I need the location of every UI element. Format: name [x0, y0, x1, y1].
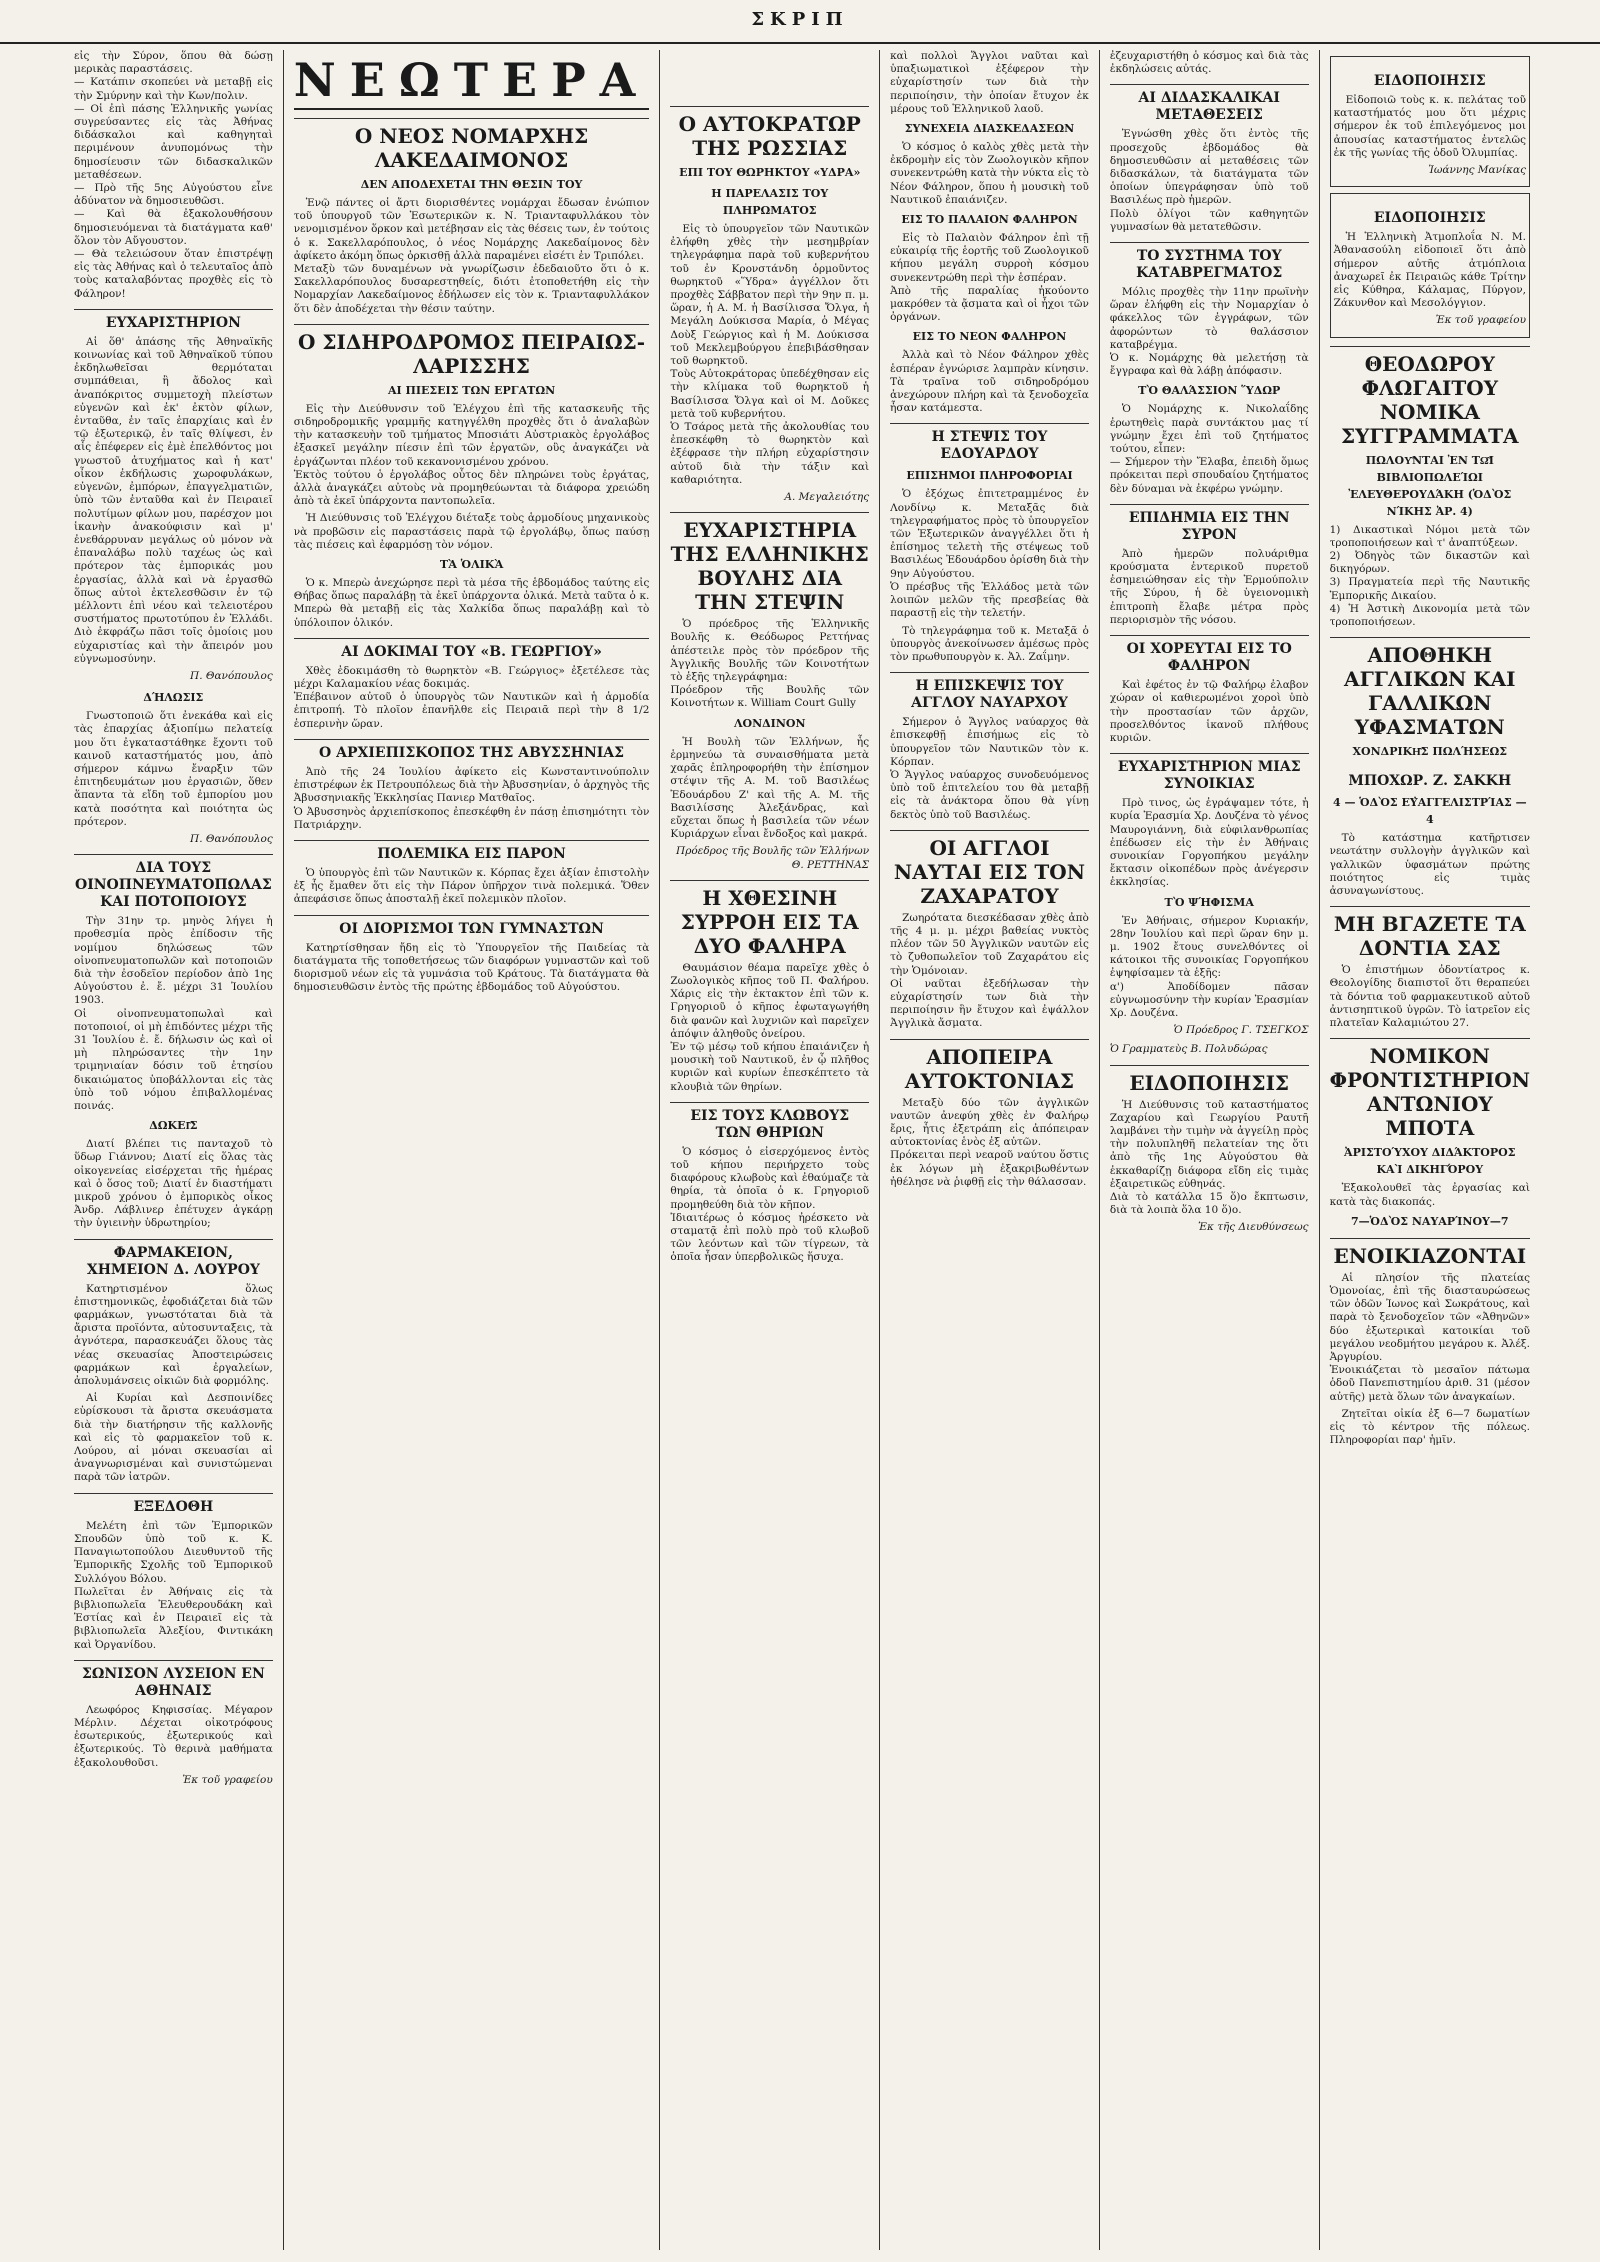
water-text: Ὁ Νομάρχης κ. Νικολαΐδης ἐρωτηθεὶς παρὰ συντάκτου μας τί γνώμην ἔχει ἐπὶ τοῦ ζητήματος τούτου, εἶπεν: — Σήμερον τὴν Ἔλαβα, ἐπειδὴ ὅμως πρόκειται περὶ σπουδαίου ζητήματος δὲν δύναμαι νὰ ἐκφέρω γνώμην.	[1109, 403, 1309, 495]
notice-1-title: ΕΙΔΟΠΟΙΗΣΙΣ	[1373, 73, 1486, 89]
dancing-text: Καὶ ἐφέτος ἐν τῷ Φαλήρῳ ἐλαβον χώραν οἱ καθιερωμένοι χοροὶ ὑπὸ τὴν προστασίαν τῶν ἀρχῶν, προσελθόντος ἱκανοῦ πλήθους κυριῶν.	[1109, 679, 1309, 744]
spring-title: ΔΩΚΕΙ͂Σ	[149, 1119, 198, 1133]
school-signature: Ἐκ τοῦ γραφείου	[182, 1773, 273, 1786]
parliament-thanks-text-2: Ἡ Βουλὴ τῶν Ἑλλήνων, ἧς ἑρμηνεύω τὰ συναισθήματα μετὰ χαρᾶς ἐπληροφορήθη τὴν ἐπίσημον στέψιν τῆς Α. Μ. τοῦ Βασιλέως Ἐδουάρδου Ζ' καὶ τῆς Α. Μ. τῆς Βασιλίσσης Ἀλεξάνδρας, καὶ εὔχεται ὅπως ἡ βασιλεία τῶν νέων Κυριάρχων εἶναι ἔνδοξος καὶ μακρά.	[670, 735, 870, 841]
tsar-signature: Α. Μεγαλειότης	[784, 491, 870, 504]
banner-neotera: ΝΕΩΤΕΡΑ	[294, 52, 650, 110]
family-text: Πρὸ τινος, ὡς ἐγράψαμεν τότε, ἡ κυρία Ἐρασμία Χρ. Δουζένα τὸ γένος Μαυρογιάννη, διὰ εὐφιλανθρωπίας ἐπέδωσεν εἰς τὴν ἐν Ἀθήναις συνοικίαν Γοργοπήκου μεγάλην ἔκτασιν οἰκοπέδων πρὸς ἀνέγερσιν ἐκκλησίας.	[1109, 797, 1309, 889]
beasts-text: Ὁ κόσμος ὁ εἰσερχόμενος ἐντὸς τοῦ κήπου περιήρχετο τοὺς διαφόρους κλωβοὺς καὶ ἐθαύμαζε τὰ θηρία, τὰ ὁποῖα ὁ κ. Γρηγοριοῦ προμηθεύθη διὰ τὸν κῆπον. Ἰδιαιτέρως ὁ κόσμος ἠρέσκετο νὰ σταματᾷ ἐπὶ πολὺ πρὸ τοῦ κλωβοῦ τῶν λεόντων καὶ τῶν τίγρεων, τὰ ὁποῖα ἦσαν ὑπερβολικῶς ἥσυχα.	[670, 1145, 870, 1264]
paros-title: ΠΟΛΕΜΙΚΑ ΕΙΣ ΠΑΡΟΝ	[294, 840, 650, 863]
visit-text: Σήμερον ὁ Ἄγγλος ναύαρχος θὰ ἐπισκεφθῇ ἐπισήμως εἰς τὸ ὑπουργεῖον τῶν Ναυτικῶν τὸν κ. Κόρπαν. Ὁ Ἄγγλος ναύαρχος συνοδευόμενος ὑπὸ τοῦ ἐπιτελείου του θὰ μεταβῇ εἰς τὰ ἀνάκτορα ὅπου θὰ γίνῃ δεκτὸς ὑπὸ τοῦ Βασιλέως.	[890, 716, 1089, 821]
crown-text: Ὁ ἐξόχως ἐπιτετραμμένος ἐν Λονδίνῳ κ. Μεταξᾶς διὰ τηλεγραφήματος πρὸς τὸ ὑπουργεῖον τῶν Ἐξωτερικῶν ἀναγγέλλει ὅτι ἡ ἐπίσημος τελετὴ τῆς στέψεως τοῦ Βασιλέως Ἐδουάρδου ὁρίσθη διὰ τὴν 9ην Αὐγούστου. Ὁ πρέσβυς τῆς Ἑλλάδος μετὰ τῶν λοιπῶν μελῶν τῆς πρεσβείας θὰ παραστῇ εἰς τὴν τελετήν.	[890, 488, 1089, 620]
fatherland-secretary: Ὁ Γραμματεὺς Β. Πολυδώρας	[1109, 1043, 1268, 1056]
archimandrite-text: Ἀπὸ τῆς 24 Ἰουλίου ἀφίκετο εἰς Κωνσταντινούπολιν ἐπιστρέφων ἐκ Πετρουπόλεως διὰ τὴν Ἀβυσσηνίαν, ὁ ἀρχηγὸς τῆς Ἀβυσσηνιακῆς Ἐκκλησίας Πανιερ Ματθαῖος. Ὁ Ἀβυσσηνὸς ἀρχιεπίσκοπος ἐπεσκέφθη ἐν πάσῃ ἐπισημότητι τὸν Πατριάρχην.	[293, 765, 650, 831]
column-6	[1320, 50, 1540, 2250]
new-faliro-title: ΕΙΣ ΤΟ ΝΕΟΝ ΦΑΛΗΡΟΝ	[912, 330, 1067, 344]
old-faliro-title: ΕΙΣ ΤΟ ΠΑΛΑΙΟΝ ΦΑΛΗΡΟΝ	[901, 213, 1078, 227]
parliament-thanks-signature: Πρόεδρος τῆς Βουλῆς τῶν Ἑλλήνων Θ. ΡΕΤΤΗΝΑΣ	[676, 845, 870, 871]
notice-2-signature: Ἐκ τοῦ γραφείου	[1435, 314, 1526, 327]
chronicle-text: Ὁ κόσμος ὁ καλὸς χθὲς μετὰ τὴν ἐκδρομὴν εἰς τὸν Ζωολογικὸν κῆπον συνεκεντρώθη κατὰ τὴν νύκτα εἰς τὸ Νέον Φάληρον, ὅπου ἡ μουσικὴ τοῦ Ναυτικοῦ ἐπαιάνιζεν.	[890, 141, 1089, 206]
visit-title: Η ΕΠΙΣΚΕΨΙΣ ΤΟΥ ΑΓΓΛΟΥ ΝΑΥΑΡΧΟΥ	[890, 672, 1089, 712]
tsar-title: Ο ΑΥΤΟΚΡΑΤΩΡ ΤΗΣ ΡΩΣΣΙΑΣ	[670, 106, 869, 160]
depot-address: 4 — ὉΔῸΣ ΕΥ̓ΑΓΓΕΛΙΣΤΡΊΑΣ — 4	[1332, 796, 1527, 827]
parliament-thanks-place: ΛΟΝΔΙΝΟΝ	[733, 716, 806, 730]
books-text: 1) Δικαστικαὶ Νόμοι μετὰ τῶν τροποποιήσεων καὶ τ' ἀναπτύξεων. 2) Ὀδηγὸς τῶν δικαστῶν καὶ δικηγόρων. 3) Πραγματεία περὶ τῆς Ναυτικῆς Ἐμπορικῆς Δικαίου. 4) Ἡ Ἀστικὴ Δικονομία μετὰ τῶν τροποποιήσεων.	[1329, 523, 1530, 629]
declaration-title: ΔΉΛΩΣΙΣ	[143, 691, 204, 705]
lawyer-title: ΝΟΜΙΚΟΝ ΦΡΟΝΤΙΣΤΗΡΙΟΝ ΑΝΤΩΝΙΟΥ ΜΠΟΤΑ	[1330, 1038, 1530, 1140]
newspaper-title: ΣΚΡΙΠ	[751, 9, 849, 30]
lycee-text: Ἐγνώσθη χθὲς ὅτι ἐντὸς τῆς προσεχοῦς ἑβδομάδος θὰ δημοσιευθῶσιν αἱ μεταθέσεις τῶν διδασκάλων, τὰ διατάγματα τῶν ὁποίων ὑπεγράφησαν ὑπὸ τοῦ Βασιλέως πρὸ ἡμερῶν. Πολὺ ὀλίγοι τῶν καθηγητῶν γυμνασίων θὰ μετατεθῶσιν.	[1109, 128, 1309, 233]
lawyer-subtitle: ἈΡΙΣΤΟΎΧΟΥ ΔΙΔΆΚΤΟΡΟΣ ΚΑῚ ΔΙΚΗΓΌΡΟΥ	[1344, 1146, 1516, 1177]
notice-2-text: Ἡ Ἑλληνικὴ Ἀτμοπλοΐα Ν. Μ. Ἀθανασούλη εἰδοποιεῖ ὅτι ἀπὸ σήμερον αὐτῆς ἀτμόπλοια ἀναχωρεῖ ἐκ Πειραιῶς κάθε Τρίτην εἰς Κύθηρα, Κάλαμας, Πύργον, Ζάκυνθον καὶ Μεσολόγγιον.	[1333, 231, 1526, 310]
attempt-text: Μεταξὺ δύο τῶν ἀγγλικῶν ναυτῶν ἀνεφύη χθὲς ἐν Φαλήρῳ ἔρις, ἧτις ἐξετράπη εἰς ἀπόπειραν αὐτοκτονίας ἑνὸς ἐξ αὐτῶν. Πρόκειται περὶ νεαροῦ ναύτου ὅστις ἐκ λόγων μὴ ἐξακριβωθέντων ἠθέλησε νὰ ῥιφθῇ εἰς τὴν θάλασσαν.	[890, 1096, 1089, 1188]
railway-subtitle: ΑΙ ΠΙΕΣΕΙΣ ΤΩΝ ΕΡΓΑΤΩΝ	[387, 383, 556, 397]
crown-title: Η ΣΤΕΨΙΣ ΤΟΥ ΕΔΟΥΑΡΔΟΥ	[890, 423, 1089, 463]
depot-owner: ΜΠΟΧΩΡ. Ζ. ΣΑΚΚΗ	[1348, 773, 1512, 790]
thanks-signature: Π. Θανόπουλος	[190, 669, 273, 682]
water-title: ΤῸ ΘΑΛΆΣΣΙΟΝ ὝΔΩΡ	[1138, 384, 1281, 398]
school-title: ΣΩΝΙΣΟΝ ΛΥΣΕΙΟΝ ΕΝ ΑΘΗΝΑΙΣ	[74, 1660, 273, 1700]
spring-text: Διατί βλέπει τις πανταχοῦ τὸ ὕδωρ Γιάννου; Διατί εἰς ὅλας τὰς οἰκογενείας εἰσέρχεται τῆς ἡμέρας καὶ ὁ ὅσος τοῦ; Διατί ἐν διαστήματι μικροῦ χρόνου ὁ ἐμπορικὸς οἶκος Ἀνδρ. Λάβλινερ ἐπέτυχεν ἀγκάρῃ τὴν ὑγιεινὴν ὑδρωτηρίου;	[74, 1138, 273, 1230]
falira-text: Θαυμάσιον θέαμα παρεῖχε χθὲς ὁ Ζωολογικὸς κῆπος τοῦ Π. Φαλήρου. Χάρις εἰς τὴν ἐκτακτον ἐπὶ τῶν κ. Γρηγοριοῦ ὁ κῆπος ἐφωταγωγήθη διὰ φανῶν καὶ λυχνιῶν καὶ παρεῖχεν ἀπόψιν ἀληθοῦς ὀνείρου. Ἐν τῷ μέσῳ τοῦ κήπου ἐπαιάνιζεν ἡ μουσικὴ τοῦ Ναυτικοῦ, ἐν ᾧ πλῆθος κυριῶν καὶ κυρίων ἐπεσκέπτετο τὰ κλουβιὰ τῶν θηρίων.	[670, 961, 870, 1093]
column-2	[284, 50, 661, 2250]
tsar-subtitle: ΕΠΙ ΤΟΥ ΘΩΡΗΚΤΟΥ «ΥΔΡΑ»	[679, 166, 861, 179]
lycee-title: ΑΙ ΔΙΔΑΣΚΑΛΙΚΑΙ ΜΕΤΑΘΕΣΕΙΣ	[1110, 84, 1309, 124]
exam-text: Χθὲς ἐδοκιμάσθη τὸ θωρηκτὸν «Β. Γεώργιος» ἐξετέλεσε τὰς μέχρι Καλαμακίου νέας δοκιμάς. Ἐπέβαινον αὐτοῦ ὁ ὑπουργὸς τῶν Ναυτικῶν καὶ ἡ ἁρμοδία ἐπιτροπή. Τὸ πλοῖον ἐπανῆλθε εἰς Πειραιᾶ περὶ τὴν 8 1/2 ἑσπερινὴν ὥραν.	[293, 664, 650, 730]
station-text: Μόλις προχθὲς τὴν 11ην πρωϊνὴν ὥραν ἐλήφθη εἰς τὴν Νομαρχίαν ὁ φάκελλος τῶν ἐγγράφων, τῶν ἀφορώντων τὸ θαλάσσιον καταβρέγμα. Ὁ κ. Νομάρχης θὰ μελετήσῃ τὰ ἔγγραφα καὶ θὰ λάβῃ ἀπόφασιν.	[1109, 286, 1309, 378]
tsar-text: Εἰς τὸ ὑπουργεῖον τῶν Ναυτικῶν ἐλήφθη χθὲς τὴν μεσημβρίαν τηλεγράφημα παρὰ τοῦ κυβερνήτου τοῦ ἐν Κρονστάνδη ὁρμοῦντος θωρηκτοῦ «Ὕδρα» ἀγγέλλον ὅτι προχθὲς Σάββατον περὶ τὴν 9ην π. μ. ὥραν, ἡ Α. Μ. ἡ Βασίλισσα Ὄλγα, ἡ Μεγάλη Δούκισσα Μαρία, ὁ Μέγας Δοὺξ Γεώργιος καὶ ἡ Μ. Δούκισσα τοῦ Μεκλεμβούργου ἐπεβιβάσθησαν τοῦ θωρηκτοῦ. Τοὺς Αὐτοκράτορας ὑπεδέχθησαν εἰς τὴν κλίμακα τοῦ θωρηκτοῦ ἡ Βασίλισσα Ὄλγα καὶ οἱ Μ. Δοῦκες μετὰ τοῦ κυβερνήτου. Ὁ Τσάρος μετὰ τῆς ἀκολουθίας του ἐπεσκέφθη τὸ θωρηκτὸν καὶ ἐξέφρασε τὴν πλήρη εὐχαρίστησιν αὐτοῦ διὰ τὴν τάξιν καὶ καθαριότητα.	[670, 223, 870, 486]
nomarch-subtitle: ΔΕΝ ΑΠΟΔΕΧΕΤΑΙ ΤΗΝ ΘΕΣΙΝ ΤΟΥ	[360, 178, 583, 191]
columns	[64, 50, 1540, 2250]
attempt-title: ΑΠΟΠΕΙΡΑ ΑΥΤΟΚΤΟΝΙΑΣ	[890, 1039, 1089, 1093]
notice-title: ΕΙΔΟΠΟΙΗΣΙΣ	[1110, 1065, 1309, 1095]
falira-title: Η ΧΘΕΣΙΝΗ ΣΥΡΡΟΗ ΕΙΣ ΤΑ ΔΥΟ ΦΑΛΗΡΑ	[670, 880, 869, 958]
parliament-thanks-title: ΕΥΧΑΡΙΣΤΗΡΙΑ ΤΗΣ ΕΛΛΗΝΙΚΗΣ ΒΟΥΛΗΣ ΔΙΑ ΤΗΝ ΣΤΕΨΙΝ	[670, 512, 869, 614]
trains-text: Ὁ κ. Μπερὼ ἀνεχώρησε περὶ τὰ μέσα τῆς ἑβδομάδος ταύτης εἰς Θήβας ὅπως παραλάβῃ τὰ ἐκεῖ ὑπάρχοντα ὁλικά. Μετὰ ταῦτα ὁ κ. Μπερὼ θὰ μεταβῇ εἰς τὰς Χαλκίδα ὅπως παραλάβῃ καὶ τὸ ὑπόλοιπον ὁλικόν.	[293, 577, 650, 629]
new-faliro-text: Ἀλλὰ καὶ τὸ Νέον Φάληρον χθὲς ἑσπέραν ἐγνώρισε λαμπρὰν κίνησιν. Τὰ τραῖνα τοῦ σιδηροδρόμου ἀνεχώρουν πλήρη καὶ τὰ ξενοδοχεῖα ἦσαν κατάμεστα.	[890, 349, 1089, 415]
pharmacy-title: ΦΑΡΜΑΚΕΙΟΝ, ΧΗΜΕΙΟΝ Δ. ΛΟΥΡΟΥ	[74, 1239, 273, 1279]
crown-text-2: Τὸ τηλεγράφημα τοῦ κ. Μεταξᾶ ὁ ὑπουργὸς ἀνεκοίνωσεν ἀμέσως πρὸς τὸν πρωθυπουργὸν κ. Ἀλ. Ζαΐμην.	[890, 624, 1089, 663]
declaration-text: Γνωστοποιῶ ὅτι ἐνεκάθα καὶ εἰς τὰς ἐπαρχίας ἀξιοπίμω πελατείᾳ μου ὅτι ἐγκαταστάθηκε ἔχοντι τοῦ καινοῦ καταστήματός μου, ἀπὸ σήμερον κάμνω ἔναρξιν τῶν ἐπιτηδευμάτων μου ἐργασιῶν, ὅθεν ἅπαντα τὰ εἴδη τοῦ ἐμπορίου μου κατὰ ποσότητα καὶ ποιότητα ὡς πρότερον.	[74, 710, 273, 828]
rent-title: ΕΝΟΙΚΙΑΖΟΝΤΑΙ	[1330, 1238, 1530, 1268]
books-title: ΘΕΟΔΩΡΟΥ ΦΛΩΓΑΙΤΟΥ ΝΟΜΙΚΑ ΣΥΓΓΡΑΜΜΑΤΑ	[1330, 346, 1530, 448]
teeth-title: ΜΗ ΒΓΑΖΕΤΕ ΤΑ ΔΟΝΤΙΑ ΣΑΣ	[1330, 906, 1530, 960]
archimandrite-title: Ο ΑΡΧΙΕΠΙΣΚΟΠΟΣ ΤΗΣ ΑΒΥΣΣΗΝΙΑΣ	[294, 739, 650, 762]
thanks-title: ΕΥΧΑΡΙΣΤΗΡΙΟΝ	[74, 309, 273, 332]
declaration-signature: Π. Θανόπουλος	[190, 832, 273, 845]
nomarch-title: Ο ΝΕΟΣ ΝΟΜΑΡΧΗΣ ΛΑΚΕΔΑΙΜΟΝΟΣ	[294, 118, 650, 172]
fatherland-text: Ἐν Ἀθήναις, σήμερον Κυριακήν, 28ην Ἰουλίου καὶ περὶ ὥραν 6ην μ. μ. 1902 ἔτους συνελθόντες οἱ κάτοικοι τῆς συνοικίας Γοργοπήκου ἐψηφίσαμεν τὰ ἑξῆς: α') Ἀποδίδομεν πᾶσαν εὐγνωμοσύνην τὴν κυρίαν Ἐρασμίαν Χρ. Δουζένα.	[1109, 914, 1309, 1019]
tsar-subtitle-2: Η ΠΑΡΕΛΑΣΙΣ ΤΟΥ ΠΛΗΡΩΜΑΤΟΣ	[711, 187, 829, 217]
beasts-title: ΕΙΣ ΤΟΥΣ ΚΛΩΒΟΥΣ ΤΩΝ ΘΗΡΙΩΝ	[670, 1102, 869, 1142]
masthead	[0, 0, 1600, 44]
parliament-thanks-text: Ὁ πρόεδρος τῆς Ἑλληνικῆς Βουλῆς κ. Θεόδωρος Ρεττήνας ἀπέστειλε πρὸς τὸν πρόεδρον τῆς Ἀγγλικῆς Βουλῆς τῶν Κοινοτήτων τὸ ἑξῆς τηλεγράφημα: Πρόεδρον τῆς Βουλῆς τῶν Κοινοτήτων κ. William Court Gully	[670, 618, 870, 710]
chronicle-title: ΣΥΝΕΧΕΙΑ ΔΙΑΣΚΕΔΑΣΕΩΝ	[904, 122, 1075, 136]
rent-signature: Ζητεῖται οἰκία ἐξ 6—7 δωματίων εἰς τὸ κέντρον τῆς πόλεως. Πληροφορίαι παρ' ἡμῖν.	[1329, 1407, 1530, 1447]
notice-text: Ἡ Διεύθυνσις τοῦ καταστήματος Ζαχαρίου καὶ Γεωργίου Ραυτῆ λαμβάνει τὴν τιμὴν νὰ ἀγγείλῃ πρὸς τὴν πολυπληθῆ πελατείαν της ὅτι ἀπὸ τῆς 1ης Αὐγούστου θὰ ἐκκαθαρίζῃ διάφορα εἴδη εἰς τιμὰς ἐξαιρετικῶς εὐθηνάς. Διὰ τὸ κατάλλα 15 ὅ)ο ἔκπτωσιν, διὰ τὰ λοιπὰ ὅλα 10 ὅ)ο.	[1109, 1098, 1309, 1217]
pharmacy-text: Κατηρτισμένον ὅλως ἐπιστημονικῶς, ἐφοδιάζεται διὰ τῶν φαρμάκων, γνωστόταται διὰ τὰ ἄριστα προϊόντα, αὐτοσυνταξεις, τὰ ἁγνότερα, παρασκευάζει ὅλους τὰς νέας σκευασίας Ἀποστειρώσεις φαρμάκων καὶ ἐργαλείων, ἀπολυμάνσεις οἰκιῶν διὰ φορμόλης.	[74, 1282, 273, 1388]
fatherland-signature: Ὁ Πρόεδρος Γ. ΤΣΕΓΚΟΣ	[1173, 1024, 1309, 1037]
column-3	[660, 50, 880, 2250]
gym-text: Κατηρτίσθησαν ἤδη εἰς τὸ Ὑπουργεῖον τῆς Παιδείας τὰ διατάγματα τῆς τοποθετήσεως τῶν διαφόρων γυμναστῶν καὶ τοῦ διορισμοῦ νέων εἰς τὰ γυμνάσια τοῦ Κράτους. Τὰ διατάγματα θὰ δημοσιευθῶσιν ἐντὸς τῆς πρώτης ἑβδομάδος τοῦ Αὐγούστου.	[293, 941, 650, 994]
column-5	[1100, 50, 1320, 2250]
column-1	[64, 50, 284, 2250]
published-text: Μελέτη ἐπὶ τῶν Ἐμπορικῶν Σπουδῶν ὑπὸ τοῦ κ. Κ. Παναγιωτοπούλου Διευθυντοῦ τῆς Ἐμπορικῆς Σχολῆς τοῦ Ἐμπορικοῦ Συλλόγου Βόλου. Πωλεῖται ἐν Ἀθήναις εἰς τὰ βιβλιοπωλεῖα Ἐλευθερουδάκη καὶ Ἑστίας καὶ ἐν Πειραιεῖ εἰς τὰ βιβλιοπωλεῖα Ἀλεξίου, Φιντικάκη καὶ Ὀργανίδου.	[74, 1519, 273, 1651]
published-title: ΕΞΕΔΟΘΗ	[74, 1493, 273, 1516]
lawyer-address: 7—ὉΔῸΣ ΝΑΥΑΡΊΝΟΥ—7	[1351, 1214, 1509, 1228]
gym-title: ΟΙ ΔΙΟΡΙΣΜΟΙ ΤΩΝ ΓΥΜΝΑΣΤΩΝ	[294, 915, 650, 938]
depot-subtitle: ΧΟΝΔΡΙΚΗ͂Σ ΠΩΛΉΣΕΩΣ	[1352, 745, 1508, 759]
trains-title: ΤᾺ ὉΛΙΚᾺ	[439, 558, 504, 572]
notice-1-signature: Ἰωάννης Μανίκας	[1428, 164, 1526, 177]
teeth-text: Ὁ ἐπιστήμων ὀδοντίατρος κ. Θεολογίδης διαπιστοῖ ὅτι θεραπεύει τὰ δόντια τοῦ φαρμακευτικοῦ αὐτοῦ ἀντισηπτικοῦ ὑγρῶν. Τὸ ἰατρεῖον εἰς πλατεῖαν Καλαμιώτου 27.	[1329, 964, 1530, 1030]
rent-text: Αἱ πλησίον τῆς πλατείας Ὁμονοίας, ἐπὶ τῆς διασταυρώσεως τῶν ὁδῶν Ἰωνος καὶ Σωκράτους, καὶ παρὰ τὸ ξενοδοχεῖον τῶν «Ἀθηνῶν» δύο ἐξωτερικαὶ κατοικίαι τοῦ μεγάλου νεοδμήτου μεγάρου κ. Ἀλέξ. Ἀργυρίου. Ἐνοικιάζεται τὸ μεσαῖον πάτωμα ὁδοῦ Πανεπιστημίου ἀριθ. 31 (μέσον αὐτῆς) μετὰ ὅλων τῶν ἀναγκαίων.	[1329, 1271, 1530, 1403]
old-faliro-text: Εἰς τὸ Παλαιὸν Φάληρον ἐπὶ τῇ εὐκαιρίᾳ τῆς ἑορτῆς τοῦ Ζωολογικοῦ κήπου μεγάλη συρροὴ κόσμου συνεκεντρώθη περὶ τὴν ἑσπέραν. Ἀπὸ τῆς παραλίας ἠκούοντο μακρόθεν τὰ ᾄσματα καὶ οἱ ἦχοι τῶν ὀργάνων.	[890, 232, 1089, 324]
dancing-title: ΟΙ ΧΟΡΕΥΤΑΙ ΕΙΣ ΤΟ ΦΑΛΗΡΟΝ	[1110, 635, 1309, 675]
syros-text: Ἀπὸ ἡμερῶν πολυάριθμα κρούσματα ἐντερικοῦ πυρετοῦ ἐσημειώθησαν εἰς τὴν Ἑρμούπολιν τῆς Σύρου, ἡ δὲ ὑγειονομικὴ ἐπιτροπὴ ἔλαβε μέτρα πρὸς περιορισμὸν τῆς νόσου.	[1109, 547, 1309, 626]
column-4	[880, 50, 1100, 2250]
lawyer-text: Ἐξακολουθεῖ τὰς ἐργασίας καὶ κατὰ τὰς διακοπάς.	[1329, 1182, 1530, 1208]
depot-title: ΑΠΟΘΗΚΗ ΑΓΓΛΙΚΩΝ ΚΑΙ ΓΑΛΛΙΚΩΝ ΥΦΑΣΜΑΤΩΝ	[1330, 637, 1530, 739]
english-text: καὶ πολλοὶ Ἄγγλοι ναῦται καὶ ὑπαξιωματικοὶ ἐξέφερον τὴν εὐχαρίστησίν των διὰ τὴν περιποίησιν, τὴν ὁποίαν ἔτυχον ἐκ μέρους τοῦ Ἑλληνικοῦ λαοῦ.	[890, 50, 1089, 115]
notice-2	[1330, 193, 1530, 337]
school-text: Λεωφόρος Κηφισσίας. Μέγαρον Μέρλιν. Δέχεται οἰκοτρόφους ἐσωτερικούς, ἐξωτερικούς καὶ ἐξωτερικούς. Τὸ θερινὰ μαθήματα ἐξακολουθοῦσι.	[74, 1703, 273, 1769]
railway-text-2: Ἡ Διεύθυνσις τοῦ Ἐλέγχου διέταξε τοὺς ἁρμοδίους μηχανικοὺς νὰ προβῶσιν εἰς παραστάσεις παρὰ τῷ ἐργολάβῳ, ὅπως παύσῃ τὰς πιέσεις καὶ ἐφαρμόσῃ τὸν νόμον.	[293, 512, 650, 551]
intro-text: εἰς τὴν Σύρον, ὅπου θὰ δώσῃ μερικὰς παραστάσεις. — Κατάπιν σκοπεύει νὰ μεταβῇ εἰς τὴν Σμύρνην καὶ τὴν Κων/πολιν. — Οἱ ἐπὶ πάσης Ἑλληνικῆς γωνίας συγρεύσαντες εἰς τὰς Ἀθήνας διδάσκαλοι καὶ καθηγηταὶ περιμένουν ἀνυπομόνως τὴν δημοσίευσιν τῶν διδασκαλικῶν μεταθέσεων. — Πρὸ τῆς 5ης Αὐγούστου εἶνε ἀδύνατον νὰ δημοσιευθῶσι. — Καὶ θὰ ἐξακολουθήσουν δημοσιευόμεναι τὰ διατάγματα καθ' ὅλον τὸν Αὔγουστον. — Θὰ τελειώσουν ὅταν ἐπιστρέψῃ εἰς τὰς Ἀθήνας καὶ ὁ τελευταῖος ἀπὸ τοὺς καταλαβόντας προχθὲς εἰς τὸ Φάληρον!	[74, 50, 273, 300]
wine-title: ΔΙΑ ΤΟΥΣ ΟΙΝΟΠΝΕΥΜΑΤΟΠΩΛΑΣ ΚΑΙ ΠΟΤΟΠΟΙΟΥΣ	[74, 854, 273, 911]
pharmacy-text-2: Αἱ Κυρίαι καὶ Δεσποινίδες εὑρίσκουσι τὰ ἄριστα σκευάσματα διὰ τὴν διατήρησιν τῆς καλλονῆς καὶ εἰς τὸ φαρμακεῖον τοῦ κ. Λούρου, αἱ μόναι σκευασίαι αἱ ἀναγνωρισμέναι καὶ συνιστώμεναι παρὰ τῶν ἰατρῶν.	[74, 1392, 273, 1484]
fatherland-title: ΤῸ ΨΉΦΙΣΜΑ	[1164, 895, 1254, 909]
notice-1	[1330, 56, 1530, 187]
sailors-title: ΟΙ ΑΓΓΛΟΙ ΝΑΥΤΑΙ ΕΙΣ ΤΟΝ ΖΑΧΑΡΑΤΟΥ	[890, 830, 1089, 908]
continuation-text: ἐζευχαριστήθη ὁ κόσμος καὶ διὰ τὰς ἐκδηλώσεις αὐτάς.	[1109, 50, 1309, 76]
wine-text: Τὴν 31ην τρ. μηνὸς λήγει ἡ προθεσμία πρὸς ἐπίδοσιν τῆς νομίμου δηλώσεως τῶν οἰνοπνευματοπωλῶν καὶ ποτοποιῶν διὰ τὴν ἐσοδεῖον περίοδον ἀπὸ 1ης Αὐγούστου ἐ. ἔ. μέχρι 31 Ἰουλίου 1903. Οἱ οἰνοπνευματοπωλαὶ καὶ ποτοποιοί, οἱ μὴ ἐπιδόντες μέχρι τῆς 31 Ἰουλίου ἐ. ἔ. δήλωσιν ὡς καὶ οἱ μὴ πληρώσαντες τὴν 1ην τριμηνιαίαν δόσιν τοῦ ἐτησίου δικαιώματος ὑποβάλλονται εἰς τὰς ὑπὸ τοῦ νόμου ἐπιβαλλομένας ποινάς.	[74, 915, 273, 1113]
railway-text: Εἰς τὴν Διεύθυνσιν τοῦ Ἐλέγχου ἐπὶ τῆς κατασκευῆς τῆς σιδηροδρομικῆς γραμμῆς κατηγγέλθη προχθὲς ὅτι ὁ ἀναλαβὼν τὴν κατασκευὴν τοῦ τμήματος Μποσιάτι Αὐστριακὸς ἐργολάβος ἐξασκεῖ μεγάλην πίεσιν ἐπὶ τῶν ἐργατῶν, οὓς ἀναγκάζει νὰ ἐργάζωνται πλέον τοῦ κεκανονισμένου χρόνου. Ἐκτὸς τούτου ὁ ἐργολάβος οὗτος δὲν πληρώνει τοὺς ἐργάτας, ἀλλὰ ἀναγκάζει αὐτοὺς νὰ προμηθεύωνται τὰ διάφορα χρειώδη ἀπὸ τὰ ἐκεῖ ὑπάρχοντα παντοπωλεῖα.	[293, 402, 650, 508]
sailors-text: Ζωηρότατα διεσκέδασαν χθὲς ἀπὸ τῆς 4 μ. μ. μέχρι βαθείας νυκτὸς πλέον τῶν 50 Ἀγγλικῶν ναυτῶν εἰς τὸ ζυθοπωλεῖον τοῦ Ζαχαράτου εἰς τὴν Ὁμόνοιαν. Οἱ ναῦται ἐξεδήλωσαν τὴν εὐχαρίστησίν των διὰ τὴν περιποίησιν ἣν ἔτυχον καὶ ἐψάλλον Ἀγγλικὰ ἄσματα.	[890, 911, 1089, 1030]
notice-1-text: Εἰδοποιῶ τοὺς κ. κ. πελάτας τοῦ καταστήματός μου ὅτι μέχρις σήμερον ἐκ τοῦ ἐπιλεγόμενος μοι ἀπουσίας καταστήματος ἐντελῶς ἐκ τῆς γωνίας τῆς ὁδοῦ Ὀλυμπίας.	[1333, 94, 1526, 159]
notice-signature: Ἐκ τῆς Διευθύνσεως	[1198, 1221, 1309, 1234]
syros-title: ΕΠΙΔΗΜΙΑ ΕΙΣ ΤΗΝ ΣΥΡΟΝ	[1110, 504, 1309, 544]
exam-title: ΑΙ ΔΟΚΙΜΑΙ ΤΟΥ «Β. ΓΕΩΡΓΙΟΥ»	[294, 638, 650, 661]
depot-text: Τὸ κατάστημα κατῆρτισεν νεωτάτην συλλογὴν ἀγγλικῶν καὶ γαλλικῶν ὑφασμάτων πρώτης ποιότητος εἰς τιμὰς ἀσυναγωνίστους.	[1329, 832, 1530, 898]
crown-subtitle: ΕΠΙΣΗΜΟΙ ΠΛΗΡΟΦΟΡΙΑΙ	[906, 469, 1073, 483]
books-subtitle: ΠΩΛΟΥ͂ΝΤΑΙ ἘΝ ΤΩ͂Ι ΒΙΒΛΙΟΠΩΛΕΊΩΙ ἘΛΕΥΘΕΡΟΥΔΆΚΗ (ὉΔῸΣ ΝΊΚΗΣ ἈΡ. 4)	[1348, 453, 1512, 518]
notice-2-title: ΕΙΔΟΠΟΙΗΣΙΣ	[1373, 210, 1486, 227]
thanks-text: Αἱ ὅθ' ἁπάσης τῆς Ἀθηναϊκῆς κοινωνίας καὶ τοῦ Ἀθηναϊκοῦ τύπου ἐκδηλωθεῖσαι θερμόταται συμπάθειαι, ἢ ἄδολος καὶ ἀναπόκριτος συμμετοχὴ πλείστων εὐγενῶν καὶ ἐκ' ἐκτὸν φίλων, ἐνταῦθα, ἐν ταῖς ἐπαρχίαις καὶ ἐν τῷ ἐξωτερικῷ, ἐν ταῖς θλίψεσι, ἐν αἷς ἐπέφερεν εἰς ἐμὲ ἐπελθόντος μοι γνωστοῦ ἀτυχήματος καὶ ἡ κατ' οἶκον ἐκδήλωσις χωροφυλάκων, εὐγενῶν, ἐμπόρων, ἐπαγγελματιῶν, ὑπὸ τῶν ἐνταῦθα καὶ ἐν Πειραιεῖ πολυτίμων φίλων μου, παρέσχον μοι ἱκανὴν ἀνακούφισιν καὶ μ' ἐνεθάρρυναν μεγάλως οὐ μόνον νὰ ἐπαναλάβω πολὺ ταχέως ὡς καὶ πρότερον τὰς ἐμπορικάς μου ἐργασίας, ἀλλὰ καὶ νὰ ἐργασθῶ ὅπως αὐτοὶ ἐκτελεσθῶσιν ἐν τῷ μέλλοντι ἐπὶ νέου καὶ τελειοτέρου συστήματος πρωτοτύπου ἐν Ἑλλάδι. Διὸ ἐκφράζω πᾶσι τοῖς ὁμοίοις μου εὐχαριστίας καὶ τὴν ἄπειρόν μου εὐγνωμοσύνην.	[74, 335, 273, 665]
family-title: ΕΥΧΑΡΙΣΤΗΡΙΟΝ ΜΙΑΣ ΣΥΝΟΙΚΙΑΣ	[1110, 753, 1309, 793]
station-title: ΤΟ ΣΥΣΤΗΜΑ ΤΟΥ ΚΑΤΑΒΡΕΓΜΑΤΟΣ	[1110, 242, 1309, 282]
railway-title: Ο ΣΙΔΗΡΟΔΡΟΜΟΣ ΠΕΙΡΑΙΩΣ-ΛΑΡΙΣΣΗΣ	[294, 324, 650, 378]
nomarch-text: Ἐνῷ πάντες οἱ ἄρτι διορισθέντες νομάρχαι ἔδωσαν ἐνώπιον τοῦ ὑπουργοῦ τῶν Ἐσωτερικῶν κ. Ν. Τριανταφυλλάκου τὸν νενομισμένον ὅρκον καὶ μετέβησαν εἰς τὰς θέσεις των, ἐν τούτοις ὁ κ. Σακελλαρόπουλος, ὁ νέος Νομάρχης Λακεδαίμονος δὲν ἀφίκετο ἀκόμη ὅπως ὁρκισθῇ ἀλλὰ παραμένει εἰσέτι ἐν Τριπόλει. Μεταξὺ τῶν δυναμένων νὰ γνωρίζωσιν ἐδεδαιοῦτο ὅτι ὁ κ. Σακελλαρόπουλος δυσαρεστηθείς, διότι ἐτοποθετήθη εἰς τὴν Νομαρχίαν Λακεδαίμονος ἐδήλωσεν εἰς τὸν κ. Τριανταφυλλάκον ὅτι δὲν ἀποδέχεται τὴν θέσιν ταύτην.	[293, 197, 650, 315]
paros-text: Ὁ ὑπουργὸς ἐπὶ τῶν Ναυτικῶν κ. Κόρπας ἔχει ἀξίαν ἐπιστολὴν ἐξ ἧς ἔμαθεν ὅτι εἰς τὴν Πάρον ὑπῆρχον τινὰ πολεμικά. Ὅθεν ἀπεφάσισε ὅπως ἀποσταλῇ ἐκεῖ πολεμικὸν πλοῖον.	[293, 866, 650, 906]
